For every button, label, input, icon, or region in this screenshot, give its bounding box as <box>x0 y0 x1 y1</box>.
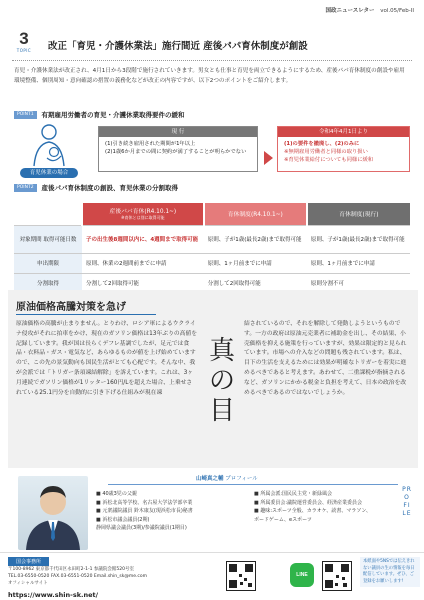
father-baby-icon <box>14 122 84 168</box>
profile-left-list <box>96 490 246 533</box>
oil-text-left: 原油価格の高騰が止まりません。とりわけ、ロシア軍によるウクライナ侵攻がそれに拍車をかけ、現在のガソリン価格は13年ぶりの高値を記録しています。我が国は長らくデフレ基調でしたが、足元では食品・衣料品・ガス・電気など、あらゆるものが値を上げ始めていますので、この先の景気動向も国民生活がとても心配です。そんな中、我が会派では「トリガー条項凍結解除」を訴えています。これは、3ヶ月連続でガソリン価格が1リッター160円/Lを超えた場合、上乗せされている25.1円分を自動的に引き下げる仕組みが現在凍 <box>16 321 198 396</box>
new-rules-header: 令和4年4月1日より <box>278 127 409 137</box>
oil-text-right: 結されているので、それを解除して発動しようというものです。一方の政府は原油元売業者に補助金を出し、その結果、小売価格を抑える施策を行っていますが、効果は限定的と見られています。市場への介入などの問題も残されています。私は、目下の生活を支えるためには効果が明確なトリガーを着実に進めるべきであると考えます。あわせて、二重課税が指摘されるなど、ガソリンにかかる税金と負担を考えて、日本の政治を改めるべきであるのではないでしょうか。 <box>244 321 407 396</box>
profile-suffix: プロフィール <box>225 476 258 482</box>
list-item: 静岡県議会議員(3期)/参議院議員(1期目) <box>96 525 187 531</box>
table-corner <box>14 203 82 225</box>
table-cell: 原則、子が1歳(最長2歳)まで取得可能 <box>307 225 410 253</box>
new-rule-2: ※無期雇用労働者と同様の取り扱い <box>284 149 368 155</box>
current-rule-1: (1)引き続き雇用された期間が1年以上 <box>105 141 196 147</box>
profile-divider <box>108 484 398 485</box>
table-cell: 子の出生後8週間以内に、4週間まで取得可能 <box>82 225 204 253</box>
list-item: ■ 所属委員会:議院運営委員会、経済産業委員会 <box>254 499 363 506</box>
row-header: 申出期限 <box>14 253 82 273</box>
contact-line: TEL.03-6550-0520 FAX.03-6551-0520 Email.shin_sk@me.com <box>8 573 148 579</box>
point2-tag: POINT2 <box>14 184 37 192</box>
table-cell: 分割して2回取得可能 <box>204 273 307 293</box>
profile-section <box>8 468 418 550</box>
profile-name: 山崎真之輔 <box>196 476 224 482</box>
official-site-link[interactable]: https://www.shin-sk.net/ <box>8 591 99 599</box>
point1-label: 有期雇用労働者の育児・介護休業取得要件の緩和 <box>41 111 185 119</box>
table-cell: 原則、子が1歳(最長2歳)まで取得可能 <box>204 225 307 253</box>
section-tag: TOPIC <box>16 48 32 53</box>
politician-photo <box>18 476 88 550</box>
portrait-image <box>18 476 88 550</box>
col-header-papa-leave-label: 産後パパ育休(R4.10.1~) <box>109 209 177 216</box>
list-item: ■ 浜松北高等学校、名古屋大学法学部卒業 <box>96 499 193 506</box>
site-label: オフィシャルサイト <box>8 580 48 586</box>
footer <box>0 552 424 600</box>
newsletter-volume: vol.05/Feb-II <box>380 8 414 14</box>
table-header-row <box>14 203 410 225</box>
row-header: 対象期間 取得可能日数 <box>14 225 82 253</box>
section-title: 改正「育児・介護休業法」施行間近 産後パパ育休制度が創設 <box>48 41 308 52</box>
kanji-char: 目 <box>208 396 235 426</box>
father-illustration <box>14 122 84 178</box>
office-badge: 国会事務所 <box>8 557 49 566</box>
profile-vertical-label: PROFILE <box>402 486 412 517</box>
intro-paragraph: 育児・介護休業法が改正され、4月1日から3段階で施行されていきます。男女とも仕事と育児を両立できるようにするため、産後パパ育休制度の創設や雇用環境整備、個別周知・意向確認の措置の義務化などが改正の内容ですが、以下2つのポイントをご紹介します。 <box>14 68 405 84</box>
profile-title <box>196 474 258 482</box>
change-arrow-icon <box>264 151 273 165</box>
kanji-char: 真 <box>208 336 235 366</box>
kanji-char: の <box>208 366 235 396</box>
title-divider <box>12 60 412 61</box>
point1-tag: POINT1 <box>14 111 37 119</box>
point2-heading <box>14 183 178 193</box>
list-item: ■ 所属会派:国民民主党・新緑風会 <box>254 491 332 497</box>
table-row <box>14 253 410 273</box>
table-cell: 原則、1ヶ月前までに申請 <box>204 253 307 273</box>
current-rules-box <box>98 126 258 172</box>
point2-label: 産後パパ育休制度の創設、育児休業の分割取得 <box>41 184 178 192</box>
table-cell: 原則分割不可 <box>307 273 410 293</box>
oil-section-heading: 原油価格高騰対策を急げ <box>16 302 126 313</box>
sns-note: 本紙面や5NSでは伝えきれない議員の生の情報を毎日配信しています。ぜひ、ご登録をお願いします! <box>360 557 420 587</box>
line-app-icon[interactable]: LINE <box>290 563 314 587</box>
new-rule-3: ※育児休業給付についても同様に緩和 <box>284 157 374 163</box>
table-cell: 原則、休業の2週間前までに申請 <box>82 253 204 273</box>
section-number: 3 <box>19 29 29 48</box>
qr-code-icon[interactable] <box>226 561 256 591</box>
address-line: 〒100-8962 東京都千代田区永田町2-1-1 参議院会館520号室 <box>8 567 134 572</box>
oil-price-section <box>8 290 418 468</box>
list-item: ■ 40歳3児の父親 <box>96 491 137 497</box>
new-rules-box <box>277 126 410 172</box>
col-header-new-leave: 育休制度(R4.10.1~) <box>204 203 307 225</box>
list-item: ■ 浜松市議会議員(2期) <box>96 516 150 523</box>
oil-heading-underline <box>16 314 156 315</box>
current-rule-2: (2)1歳6か月までの間に契約が満了することが明らかでない <box>105 149 247 155</box>
table-cell: 原則、1ヶ月前までに申請 <box>307 253 410 273</box>
line-qr-code-icon[interactable] <box>322 561 352 591</box>
office-address <box>8 567 147 587</box>
newsletter-name: 国政ニュースレター <box>325 8 375 14</box>
newsletter-header <box>326 6 414 14</box>
col-header-papa-leave-note: ※育休とは別に取得可能 <box>121 215 165 221</box>
new-rule-1: (1)の要件を撤廃し、(2)のみに <box>284 141 360 147</box>
col-header-current-leave: 育休制度(現行) <box>307 203 410 225</box>
list-item: ■ 元衆議院議員 鈴木康友(現浜松市長)秘書 <box>96 508 193 514</box>
table-cell: 分割して2回取得可能 <box>82 273 204 293</box>
calligraphy-kanji <box>204 336 240 426</box>
current-rules-header: 現 行 <box>99 127 257 137</box>
list-item: ■ 趣味:スポーツ全般、カラオケ、読書、マラソン、 <box>254 508 371 514</box>
leave-comparison-table <box>14 203 410 294</box>
point1-heading <box>14 110 184 120</box>
col-header-papa-leave <box>82 203 204 225</box>
section-number-badge <box>12 30 36 53</box>
table-row <box>14 225 410 253</box>
list-item: ボードゲーム、eスポーツ <box>254 516 312 523</box>
father-label: 育児休業の場合 <box>20 168 78 178</box>
row-header: 分割取得 <box>14 273 82 293</box>
profile-right-list <box>254 490 394 524</box>
